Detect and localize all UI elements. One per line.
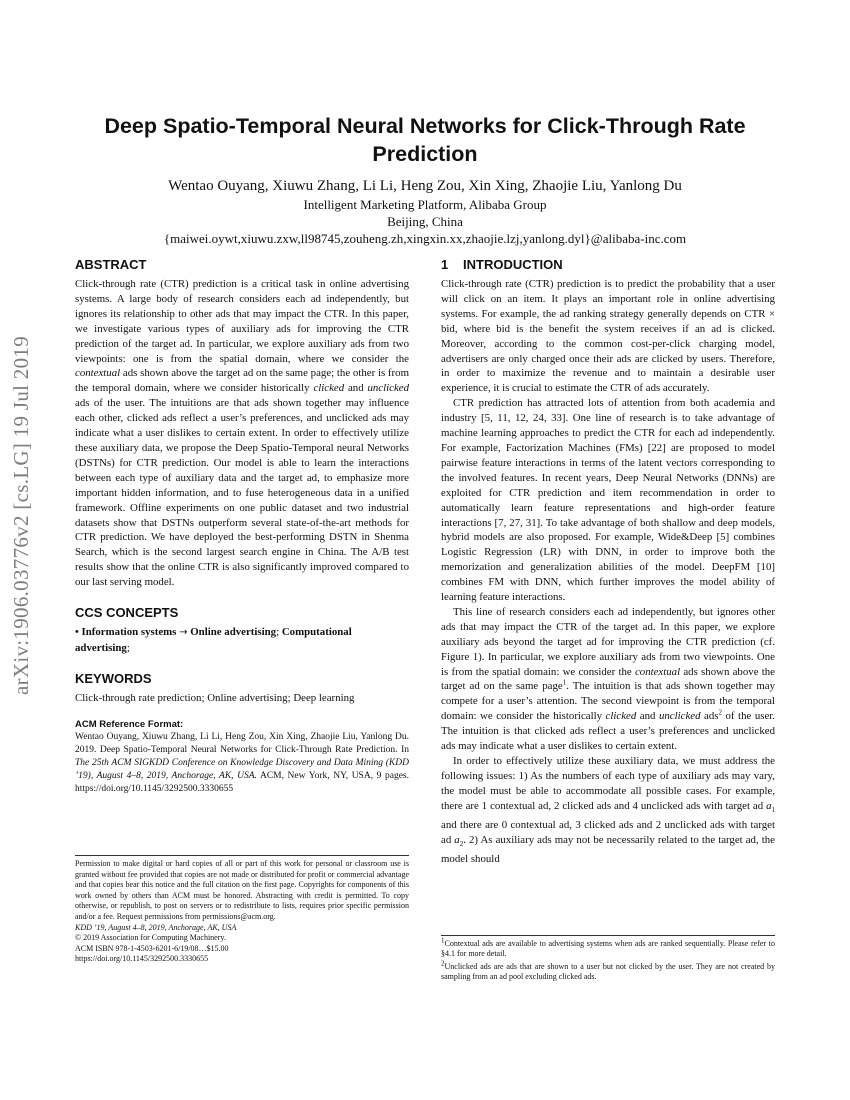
keywords-heading: KEYWORDS <box>75 670 152 686</box>
right-column <box>441 256 775 867</box>
author-emails: {maiwei.oywt,xiuwu.zxw,ll98745,zouheng.zh,xingxin.xx,zhaojie.lzj,yanlong.dyl}@alibaba-inc.com <box>163 231 687 246</box>
ccs-concepts: • Information systems → Online advertising; Computational advertising; <box>75 626 352 654</box>
affiliation: Intelligent Marketing Platform, Alibaba Group <box>303 197 547 212</box>
intro-paragraph-4: In order to effectively utilize these auxiliary data, we must address the following issues: 1) As the numbers of each type of auxiliary ads may vary, the model must be able to accommodate all possible cases. For example, there are 1 contextual ad, 2 clicked ads and 4 unclicked ads with target ad $a_1$ and there are 0 contextual ad, 3 clicked ads and 2 unclicked ads with target ad $a_2$. 2) As auxiliary ads may not be necessarily related to the target ad, the model should <box>441 755 775 865</box>
ccs-heading: CCS CONCEPTS <box>75 605 179 621</box>
abstract-heading: ABSTRACT <box>75 257 147 272</box>
acm-reference-text: Wentao Ouyang, Xiuwu Zhang, Li Li, Heng Zou, Xin Xing, Zhaojie Liu, Yanlong Du. 2019. Deep Spatio-Temporal Neural Networks for Click-Through Rate Prediction. In The 25th ACM SIGKDD Conference on Knowledge Discovery and Data Mining (KDD ’19), August 4–8, 2019, Anchorage, AK, USA. ACM, New York, NY, USA, 9 pages. https://doi.org/10.1145/3292500.3330655 <box>75 731 409 794</box>
acm-reference-heading: ACM Reference Format: <box>75 718 184 730</box>
left-column <box>75 256 409 796</box>
introduction-heading: 1 INTRODUCTION <box>441 257 563 272</box>
author-list: Wentao Ouyang, Xiuwu Zhang, Li Li, Heng Zou, Xin Xing, Zhaojie Liu, Yanlong Du <box>168 178 682 194</box>
arxiv-sidebar <box>2 300 42 730</box>
footnotes <box>441 935 775 985</box>
doi-line: https://doi.org/10.1145/3292500.3330655 <box>75 954 209 964</box>
intro-paragraph-3: This line of research considers each ad independently, but ignores other ads that may impact the CTR of the target ad. In this paper, we explore auxiliary ads beyond the target ad for improving the CTR prediction (cf. Figure 1). In particular, we explore auxiliary ads from two viewpoints. One is from the spatial domain: we consider the contextual ads shown above the target ad on the same page$^1$. The intuition is that ads shown together may compete for a user’s attention. The second viewpoint is from the temporal domain: we consider the historically clicked and unclicked ads$^2$ of the user. The intuition is that clicked ads reflect a user’s preferences and unclicked ads may indicate what a user dislikes to certain extent. <box>441 605 775 753</box>
abstract-text: Click-through rate (CTR) prediction is a critical task in online advertising systems. A large body of research considers each ad independently, but ignores its relationship to other ads that may impact the CTR. In this paper, we investigate various types of auxiliary ads for improving the CTR prediction of the target ad. In particular, we explore auxiliary ads from two viewpoints: one is from the spatial domain, where we consider the contextual ads shown above the target ad on the same page; the other is from the temporal domain, where we consider historically clicked and unclicked ads of the user. The intuitions are that ads shown together may influence each other, clicked ads reflect a user’s preferences, and unclicked ads may indicate what a user dislikes to certain extent. In order to effectively utilize these auxiliary data, we propose the Deep Spatio-Temporal neural Networks (DSTNs) for CTR prediction. Our model is able to learn the interactions between each type of auxiliary data and the target ad, to emphasize more important hidden information, and to fuse heterogeneous data in a unified framework. Offline experiments on one public dataset and two industrial datasets show that DSTNs outperform several state-of-the-art methods for CTR prediction. We have deployed the best-performing DSTN in Shenma Search, which is the second largest search engine in China. The A/B test results show that the online CTR is also significantly improved compared to our last serving model. <box>75 278 409 589</box>
footnote-1: $^1$Contextual ads are available to advertising systems when ads are ranked sequentially. Please refer to §4.1 for more detail. <box>441 936 775 959</box>
paper-title: Deep Spatio-Temporal Neural Networks for Click-Through Rate Prediction <box>104 114 746 166</box>
footnote-ref-2: 2 <box>718 708 722 717</box>
conference-line: KDD ’19, August 4–8, 2019, Anchorage, AK, USA <box>75 922 237 932</box>
footnote-2: $^2$Unclicked ads are ads that are shown to a user but not clicked by the user. They are not created by sampling from an ad pool excluding clicked ads. <box>441 959 775 982</box>
keywords-text: Click-through rate prediction; Online advertising; Deep learning <box>75 691 355 704</box>
copyright-line: © 2019 Association for Computing Machinery. <box>75 933 226 943</box>
permission-text: Permission to make digital or hard copies of all or part of this work for personal or classroom use is granted without fee provided that copies are not made or distributed for profit or commercial advantage and that copies bear this notice and the full citation on the first page. Copyrights for components of this work owned by others than ACM must be honored. Abstracting with credit is permitted. To copy otherwise, or republish, to post on servers or to redistribute to lists, requires prior specific permission and/or a fee. Request permissions from permissions@acm.org. <box>75 859 409 921</box>
isbn-line: ACM ISBN 978-1-4503-6201-6/19/08…$15.00 <box>75 943 229 953</box>
permission-block <box>75 855 409 965</box>
location: Beijing, China <box>387 214 463 229</box>
intro-paragraph-2: CTR prediction has attracted lots of attention from both academia and industry [5, 11, 12, 24, 33]. One line of research is to take advantage of machine learning approaches to predict the CTR for each ad independently. For example, Factorization Machines (FMs) [22] are proposed to model pairwise feature interactions in terms of the latent vectors corresponding to the involved features. In recent years, Deep Neural Networks (DNNs) are exploited for CTR prediction and item recommendation in order to automatically learn feature representations and high-order feature interactions [7, 27, 31]. To take advantage of both shallow and deep models, hybrid models are also proposed. For example, Wide&Deep [5] combines Logistic Regression (LR) with DNN, in order to improve both the memorization and generalization abilities of the model. DeepFM [10] combines FM with DNN, which further improves the model ability of learning feature interactions. <box>441 397 775 604</box>
intro-paragraph-1: Click-through rate (CTR) prediction is to predict the probability that a user will click on an item. It plays an important role in online advertising systems. For example, the ad ranking strategy generally depends on CTR × bid, where bid is the benefit the system receives if an ad is clicked. Moreover, according to the common cost-per-click charging model, advertisers are only charged once their ads are clicked by users. Therefore, in order to maximize the revenue and to maintain a desirable user experience, it is crucial to estimate the CTR of ads accurately. <box>441 278 775 395</box>
footnote-ref-1: 1 <box>562 678 567 687</box>
arxiv-identifier: arXiv:1906.03776v2 [cs.LG] 19 Jul 2019 <box>9 335 34 695</box>
